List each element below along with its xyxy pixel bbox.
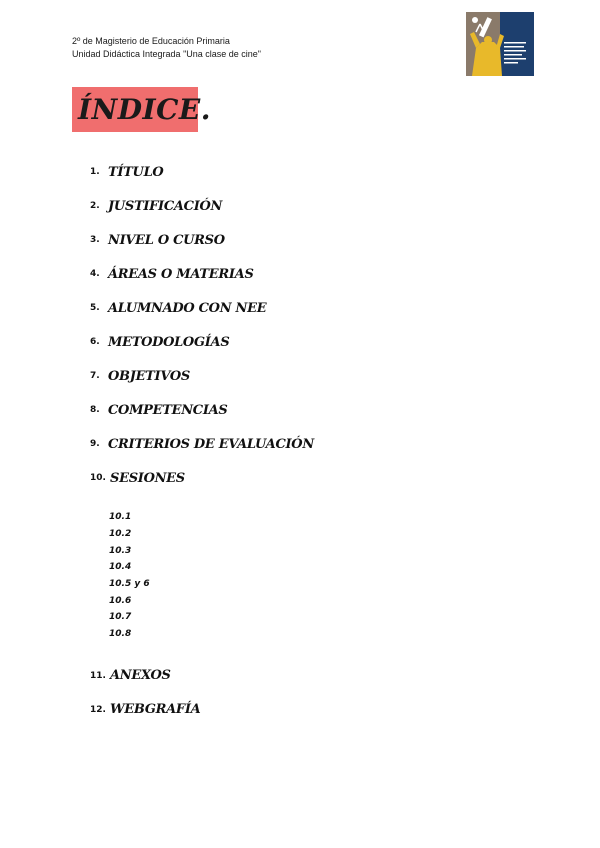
toc-number: 2. [90, 201, 100, 211]
toc-number: 7. [90, 371, 100, 381]
toc-item-alumnado[interactable] [90, 291, 510, 325]
toc-number: 5. [90, 303, 100, 313]
toc-label: COMPETENCIAS [108, 402, 228, 418]
toc-label: CRITERIOS DE EVALUACIÓN [108, 436, 314, 452]
toc-label: WEBGRAFÍA [110, 702, 201, 717]
toc-item-titulo[interactable] [90, 155, 510, 189]
header-line-unit: Unidad Didáctica Integrada "Una clase de cine" [72, 49, 261, 59]
header-line-course: 2º de Magisterio de Educación Primaria [72, 36, 230, 46]
toc-label: ALUMNADO CON NEE [108, 300, 267, 316]
toc-number: 4. [90, 269, 100, 279]
sesiones-subsection [90, 495, 510, 659]
toc-item-anexos[interactable] [90, 659, 510, 693]
page-title: ÍNDICE. [78, 93, 211, 126]
sub-item-10-7[interactable]: 10.7 [109, 612, 132, 623]
toc-item-webgrafia[interactable] [90, 693, 510, 727]
university-logo [466, 12, 534, 76]
toc-number: 3. [90, 235, 100, 245]
document-header [72, 35, 261, 61]
toc-item-nivel[interactable] [90, 223, 510, 257]
sub-item-10-3[interactable]: 10.3 [109, 545, 132, 556]
toc-item-objetivos[interactable] [90, 359, 510, 393]
toc-label: NIVEL O CURSO [108, 232, 225, 248]
toc-label: METODOLOGÍAS [108, 334, 230, 350]
toc-number: 6. [90, 337, 100, 347]
toc-item-criterios[interactable] [90, 427, 510, 461]
sub-item-10-5-6[interactable]: 10.5 y 6 [109, 579, 150, 590]
toc-number: 1. [90, 167, 100, 177]
table-of-contents [90, 155, 510, 727]
toc-number: 8. [90, 405, 100, 415]
toc-item-justificacion[interactable] [90, 189, 510, 223]
toc-number: 9. [90, 439, 100, 449]
sub-item-10-6[interactable]: 10.6 [109, 595, 132, 606]
sub-item-10-8[interactable]: 10.8 [109, 629, 132, 640]
sub-item-10-4[interactable]: 10.4 [109, 562, 132, 573]
sub-item-10-2[interactable]: 10.2 [109, 529, 132, 540]
toc-label: OBJETIVOS [108, 368, 190, 384]
toc-item-sesiones[interactable] [90, 461, 510, 495]
toc-label: JUSTIFICACIÓN [108, 198, 223, 214]
sesiones-sub-list [109, 495, 510, 659]
toc-number: 11. [90, 670, 106, 681]
toc-item-metodologias[interactable] [90, 325, 510, 359]
toc-number: 10. [90, 473, 106, 483]
title-highlight [72, 87, 211, 132]
toc-item-areas[interactable] [90, 257, 510, 291]
sub-item-10-1[interactable]: 10.1 [109, 512, 132, 523]
toc-item-competencias[interactable] [90, 393, 510, 427]
toc-label: ANEXOS [110, 668, 171, 683]
toc-label: ÁREAS O MATERIAS [108, 266, 254, 282]
toc-number: 12. [90, 704, 106, 715]
toc-label: TÍTULO [108, 164, 164, 180]
toc-label: SESIONES [110, 470, 185, 486]
university-logo-icon [466, 12, 534, 76]
